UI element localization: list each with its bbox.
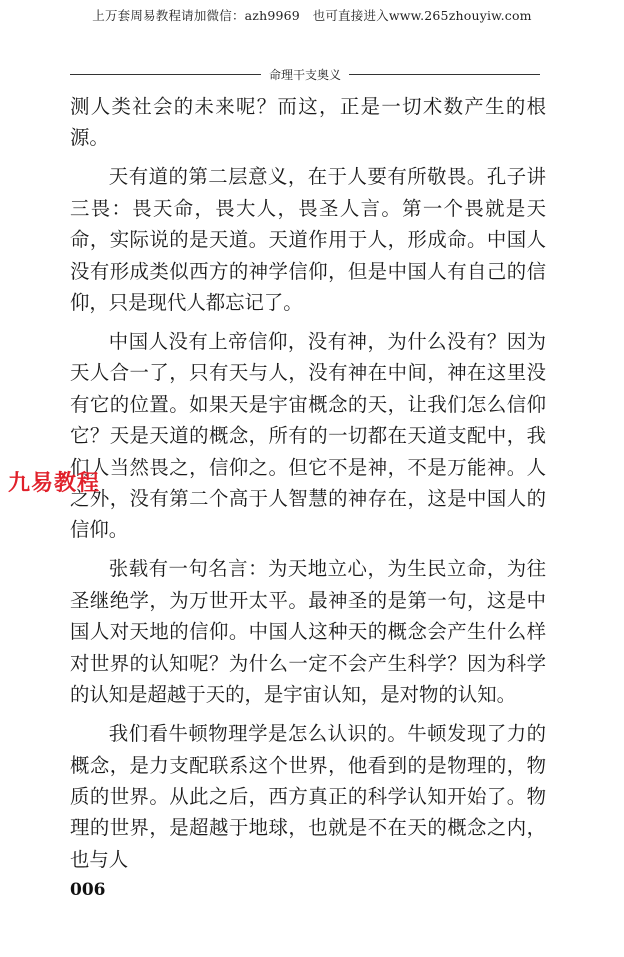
page-number: 006	[70, 880, 106, 900]
header-rule-right	[349, 74, 540, 75]
paragraph: 天有道的第二层意义，在于人要有所敬畏。孔子讲三畏：畏天命，畏大人，畏圣人言。第一个畏就是天命，实际说的是天道。天道作用于人，形成命。中国人没有形成类似西方的神学信仰，但是中国人有自己的信仰，只是现代人都忘记了。	[70, 165, 546, 315]
running-header	[70, 64, 540, 84]
paragraph: 我们看牛顿物理学是怎么认识的。牛顿发现了力的概念，是力支配联系这个世界，他看到的是物理的，物质的世界。从此之后，西方真正的科学认知开始了。物理的世界，是超越于地球，也就是不在天的概念之内，也与人	[70, 722, 546, 871]
paragraph: 张载有一句名言：为天地立心，为生民立命，为往圣继绝学，为万世开太平。最神圣的是第一句，这是中国人对天地的信仰。中国人这种天的概念会产生什么样对世界的认知呢？为什么一定不会产生科学？因为科学的认知是超越于天的，是宇宙认知，是对物的认知。	[70, 557, 546, 707]
top-banner: 上万套周易教程请加微信：azh9969 也可直接进入www.265zhouyiw.com	[92, 8, 532, 23]
running-header-title: 命理干支奥义	[269, 67, 342, 82]
body-text	[70, 91, 546, 883]
paragraph: 测人类社会的未来呢？而这，正是一切术数产生的根源。	[70, 95, 546, 150]
watermark-logo: 九易教程	[8, 471, 101, 496]
paragraph: 中国人没有上帝信仰，没有神，为什么没有？因为天人合一了，只有天与人，没有神在中间，神在这里没有它的位置。如果天是宇宙概念的天，让我们怎么信仰它？天是天道的概念，所有的一切都在天道支配中，我们人当然畏之，信仰之。但它不是神，不是万能神。人之外，没有第二个高于人智慧的神存在，这是中国人的信仰。	[70, 330, 546, 542]
header-rule-left	[70, 74, 261, 75]
